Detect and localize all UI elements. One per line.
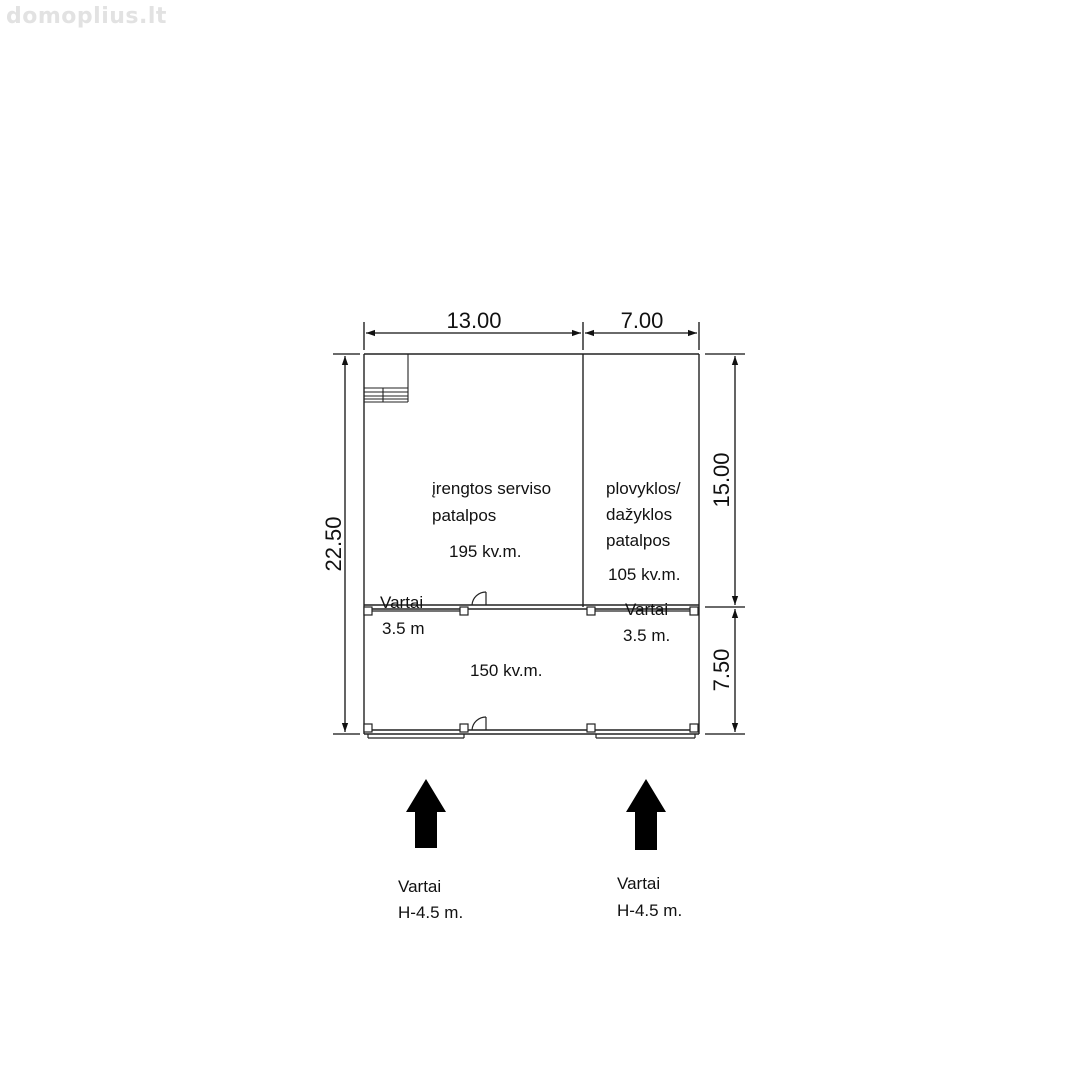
dim-left-total: 22.50 <box>321 516 346 572</box>
outer-gate-left-frame <box>364 724 468 738</box>
dim-right-upper: 15.00 <box>709 452 734 508</box>
room-wash-line3: patalpos <box>606 531 671 550</box>
room-lower-area: 150 kv.m. <box>470 661 543 680</box>
door-swing-lower <box>472 717 486 730</box>
outer-gate-right-line2: H-4.5 m. <box>617 901 683 920</box>
outer-gate-left-line2: H-4.5 m. <box>398 903 464 922</box>
outer-gate-right-line1: Vartai <box>617 874 661 893</box>
door-swing-upper <box>472 592 486 605</box>
inner-gate-right-line2: 3.5 m. <box>623 626 671 645</box>
room-wash-area: 105 kv.m. <box>608 565 681 584</box>
dim-top-right: 7.00 <box>620 308 664 333</box>
entry-arrow-left-icon <box>406 779 446 848</box>
room-wash-line1: plovyklos/ <box>606 479 681 498</box>
room-service-area: 195 kv.m. <box>449 542 522 561</box>
dim-right-lower: 7.50 <box>709 648 734 692</box>
room-service-line1: įrengtos serviso <box>432 479 552 498</box>
room-service-line2: patalpos <box>432 506 497 525</box>
watermark: domoplius.lt <box>6 4 167 29</box>
room-wash-line2: dažyklos <box>606 505 673 524</box>
inner-gate-left-line2: 3.5 m <box>382 619 425 638</box>
dim-top-left: 13.00 <box>446 308 502 333</box>
inner-gate-right-line1: Vartai <box>625 600 669 619</box>
outer-gate-right-frame <box>587 724 698 738</box>
inner-gate-left-line1: Vartai <box>380 593 424 612</box>
outer-gate-left-line1: Vartai <box>398 877 442 896</box>
stairs <box>364 354 408 402</box>
entry-arrow-right-icon <box>626 779 666 850</box>
